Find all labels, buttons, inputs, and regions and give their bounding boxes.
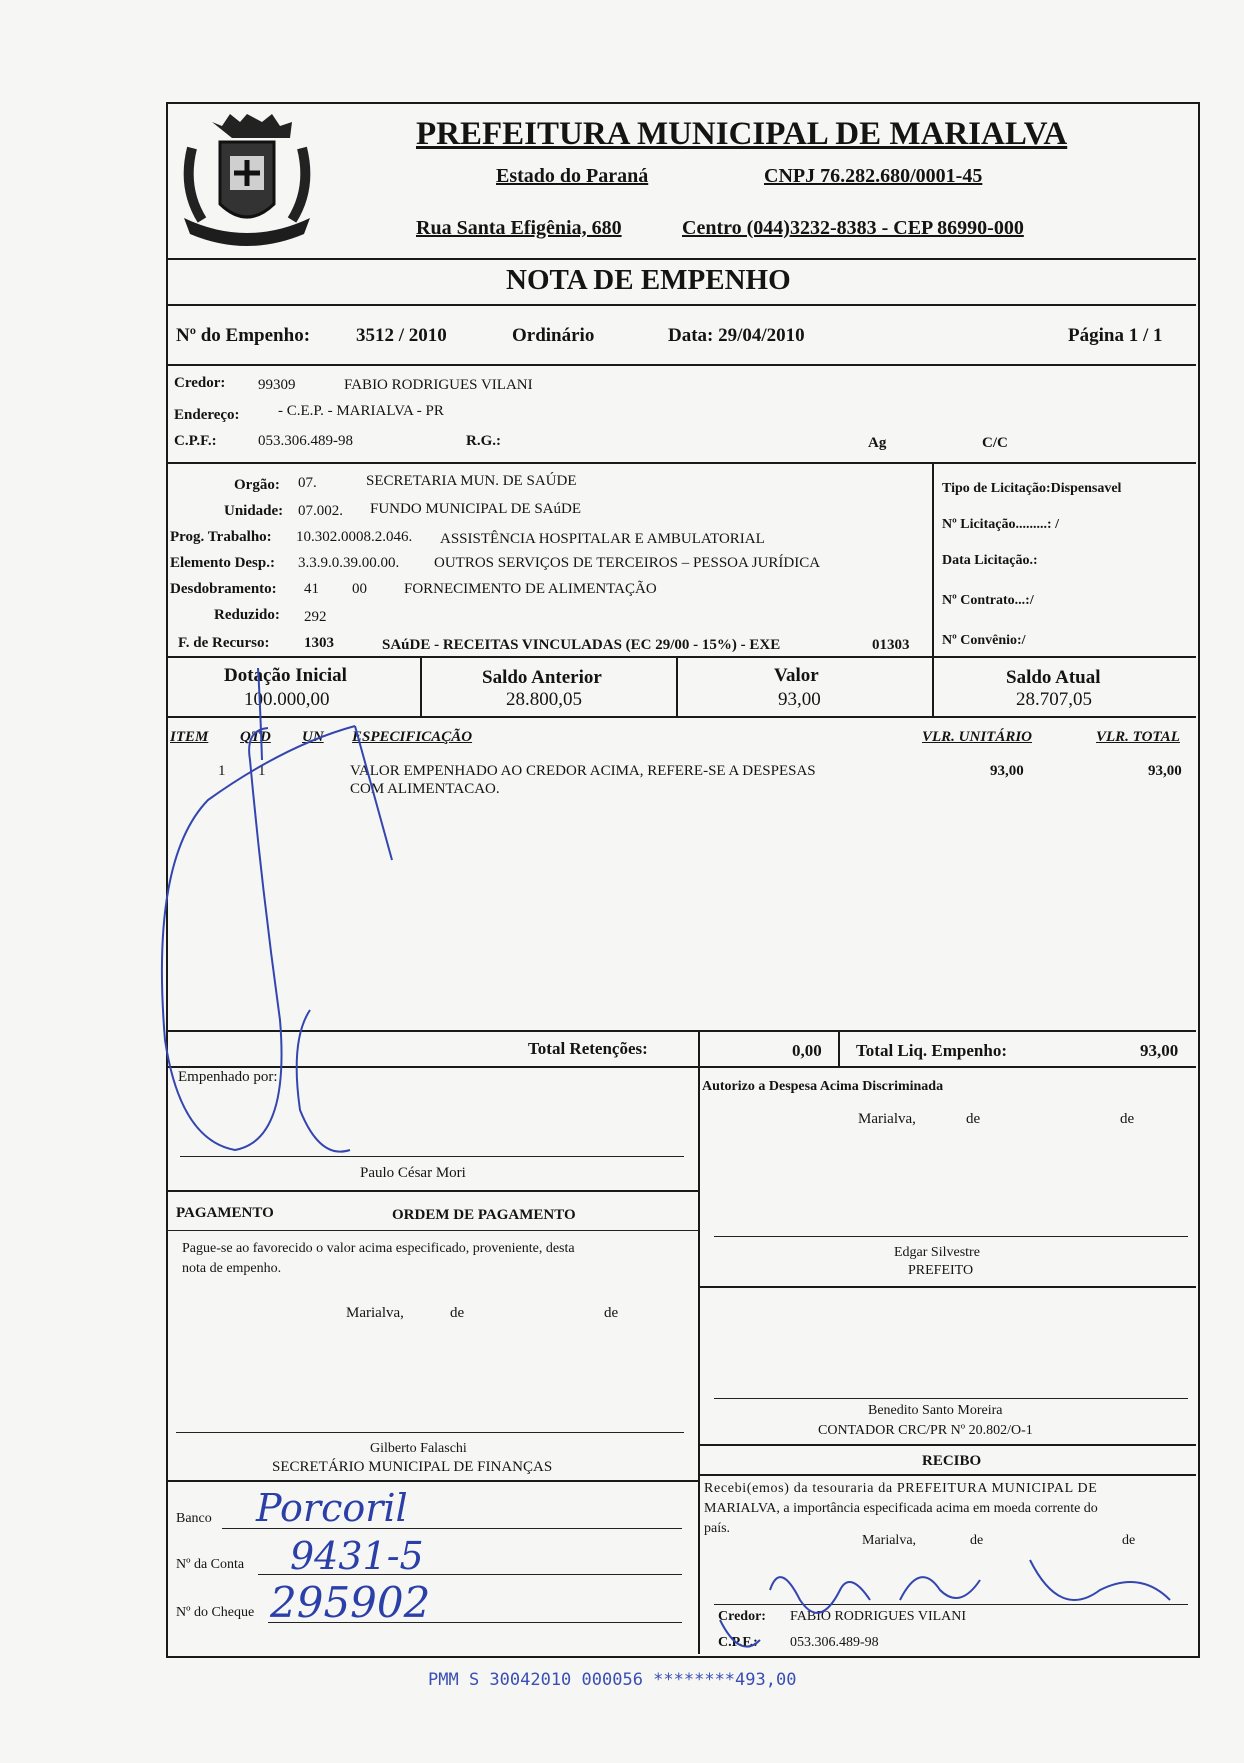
desdobramento-name: FORNECIMENTO DE ALIMENTAÇÃO: [404, 581, 657, 597]
prog-name: ASSISTÊNCIA HOSPITALAR E AMBULATORIAL: [440, 531, 765, 547]
empenho-date: Data: 29/04/2010: [668, 325, 805, 346]
recibo-title: RECIBO: [922, 1453, 982, 1469]
empenhado-por-label: Empenhado por:: [178, 1069, 278, 1085]
cpf-label: C.P.F.:: [174, 433, 217, 449]
endereco-label: Endereço:: [174, 407, 240, 423]
elemento-code: 3.3.9.0.39.00.00.: [298, 555, 400, 571]
total-liquido-label: Total Liq. Empenho:: [856, 1041, 1007, 1060]
coat-of-arms-logo: [172, 108, 322, 256]
conta-handwritten: 9431-5: [290, 1534, 424, 1578]
autorizo-city: Marialva,: [858, 1111, 916, 1127]
saldo-anterior-label: Saldo Anterior: [482, 667, 602, 688]
item-description-line1: VALOR EMPENHADO AO CREDOR ACIMA, REFERE-SE A DESPESAS: [350, 763, 816, 779]
recibo-text-line2: MARIALVA, a importância especificada acima em moeda corrente do: [704, 1501, 1098, 1516]
un-header: UN: [302, 729, 324, 745]
recibo-de1: de: [970, 1533, 984, 1548]
empenho-label: Nº do Empenho:: [176, 325, 311, 346]
document-title: NOTA DE EMPENHO: [506, 264, 791, 296]
cheque-handwritten: 295902: [270, 1578, 431, 1627]
recibo-credor-label: Credor:: [718, 1609, 766, 1624]
pagamento-city: Marialva,: [346, 1305, 404, 1321]
desdobramento-label: Desdobramento:: [170, 581, 277, 597]
unidade-label: Unidade:: [224, 503, 284, 519]
item-description-line2: COM ALIMENTACAO.: [350, 781, 500, 797]
especificacao-header: ESPECIFICAÇÃO: [352, 729, 473, 745]
pagamento-text-line2: nota de empenho.: [182, 1261, 282, 1276]
orgao-label: Orgão:: [234, 477, 280, 493]
reduzido-label: Reduzido:: [214, 607, 280, 623]
data-licitacao: Data Licitação.:: [942, 553, 1038, 568]
orgao-name: SECRETARIA MUN. DE SAÚDE: [366, 473, 577, 489]
state-label: Estado do Paraná: [496, 165, 649, 187]
numero-licitacao: Nº Licitação.........: /: [942, 517, 1059, 532]
total-retencoes-label: Total Retenções:: [528, 1039, 648, 1058]
pagamento-de1: de: [450, 1305, 465, 1321]
recurso-code2: 01303: [872, 637, 910, 653]
prog-code: 10.302.0008.2.046.: [296, 529, 413, 545]
address-label: Rua Santa Efigênia, 680: [416, 217, 622, 239]
prefeito-name: Edgar Silvestre: [894, 1245, 980, 1260]
pagamento-title: PAGAMENTO: [176, 1205, 274, 1221]
conta-label: Nº da Conta: [176, 1557, 245, 1572]
contador-name: Benedito Santo Moreira: [868, 1403, 1003, 1418]
item-qtd: 1: [258, 763, 266, 779]
total-retencoes-value: 0,00: [792, 1041, 822, 1060]
banco-label: Banco: [176, 1511, 212, 1526]
recibo-credor-name: FABIO RODRIGUES VILANI: [790, 1609, 967, 1624]
empenho-type: Ordinário: [512, 325, 595, 346]
item-total-value: 93,00: [1148, 763, 1182, 779]
saldo-anterior-value: 28.800,05: [506, 689, 582, 710]
pagamento-de2: de: [604, 1305, 619, 1321]
recurso-code: 1303: [304, 635, 334, 651]
pagamento-text-line1: Pague-se ao favorecido o valor acima especificado, proveniente, desta: [182, 1241, 575, 1256]
page-number: Página 1 / 1: [1068, 325, 1163, 346]
item-unit-value: 93,00: [990, 763, 1024, 779]
recurso-name: SAúDE - RECEITAS VINCULADAS (EC 29/00 - 15%) - EXE: [382, 637, 781, 653]
saldo-atual-label: Saldo Atual: [1006, 667, 1101, 688]
cnpj-label: CNPJ 76.282.680/0001-45: [764, 165, 983, 187]
dotacao-inicial-label: Dotação Inicial: [224, 665, 347, 686]
recibo-cpf-label: C.P.F.:: [718, 1635, 758, 1650]
numero-convenio: Nº Convênio:/: [942, 633, 1026, 648]
credor-code: 99309: [258, 377, 296, 393]
autorizo-de1: de: [966, 1111, 981, 1127]
item-number: 1: [218, 763, 226, 779]
elemento-label: Elemento Desp.:: [170, 555, 275, 571]
saldo-atual-value: 28.707,05: [1016, 689, 1092, 710]
orgao-code: 07.: [298, 475, 317, 491]
empenho-number: 3512 / 2010: [356, 325, 447, 346]
recibo-de2: de: [1122, 1533, 1136, 1548]
recurso-label: F. de Recurso:: [178, 635, 270, 651]
banco-handwritten: Porcoril: [256, 1486, 408, 1530]
municipality-title: PREFEITURA MUNICIPAL DE MARIALVA: [416, 116, 1068, 152]
numero-contrato: Nº Contrato...:/: [942, 593, 1034, 608]
autorizo-de2: de: [1120, 1111, 1135, 1127]
dotacao-inicial-value: 100.000,00: [244, 689, 330, 710]
empenhado-por-name: Paulo César Mori: [360, 1165, 466, 1181]
qtd-header: QTD: [240, 729, 271, 745]
contador-role: CONTADOR CRC/PR Nº 20.802/O-1: [818, 1423, 1033, 1438]
vlr-unitario-header: VLR. UNITÁRIO: [922, 729, 1033, 745]
rg-label: R.G.:: [466, 433, 501, 449]
valor-value: 93,00: [778, 689, 821, 710]
cc-label: C/C: [982, 435, 1008, 451]
autorizo-title: Autorizo a Despesa Acima Discriminada: [702, 1079, 944, 1094]
item-header: ITEM: [170, 729, 209, 745]
recibo-city: Marialva,: [862, 1533, 917, 1548]
credor-label: Credor:: [174, 375, 226, 391]
prog-label: Prog. Trabalho:: [170, 529, 272, 545]
secretario-role: SECRETÁRIO MUNICIPAL DE FINANÇAS: [272, 1459, 553, 1475]
ag-label: Ag: [868, 435, 887, 451]
valor-label: Valor: [774, 665, 819, 686]
unidade-name: FUNDO MUNICIPAL DE SAúDE: [370, 501, 581, 517]
prefeito-role: PREFEITO: [908, 1263, 974, 1278]
credor-name: FABIO RODRIGUES VILANI: [344, 377, 533, 393]
endereco-value: - C.E.P. - MARIALVA - PR: [278, 403, 444, 419]
recibo-cpf-value: 053.306.489-98: [790, 1635, 879, 1650]
vlr-total-header: VLR. TOTAL: [1096, 729, 1180, 745]
cpf-value: 053.306.489-98: [258, 433, 353, 449]
reduzido-value: 292: [304, 609, 327, 625]
total-liquido-value: 93,00: [1140, 1041, 1179, 1060]
desdobramento-code1: 41: [304, 581, 319, 597]
contact-label: Centro (044)3232-8383 - CEP 86990-000: [682, 217, 1024, 239]
ordem-pagamento-title: ORDEM DE PAGAMENTO: [392, 1207, 576, 1223]
desdobramento-code2: 00: [352, 581, 367, 597]
elemento-name: OUTROS SERVIÇOS DE TERCEIROS – PESSOA JURÍDICA: [434, 555, 821, 571]
secretario-name: Gilberto Falaschi: [370, 1441, 467, 1456]
unidade-code: 07.002.: [298, 503, 343, 519]
recibo-text-line1: Recebi(emos) da tesouraria da PREFEITURA MUNICIPAL DE: [704, 1481, 1098, 1496]
payment-stamp: PMM S 30042010 000056 ********493,00: [428, 1670, 797, 1690]
recibo-text-line3: país.: [704, 1521, 731, 1536]
cheque-label: Nº do Cheque: [176, 1605, 255, 1620]
tipo-licitacao: Tipo de Licitação:Dispensavel: [942, 481, 1122, 496]
